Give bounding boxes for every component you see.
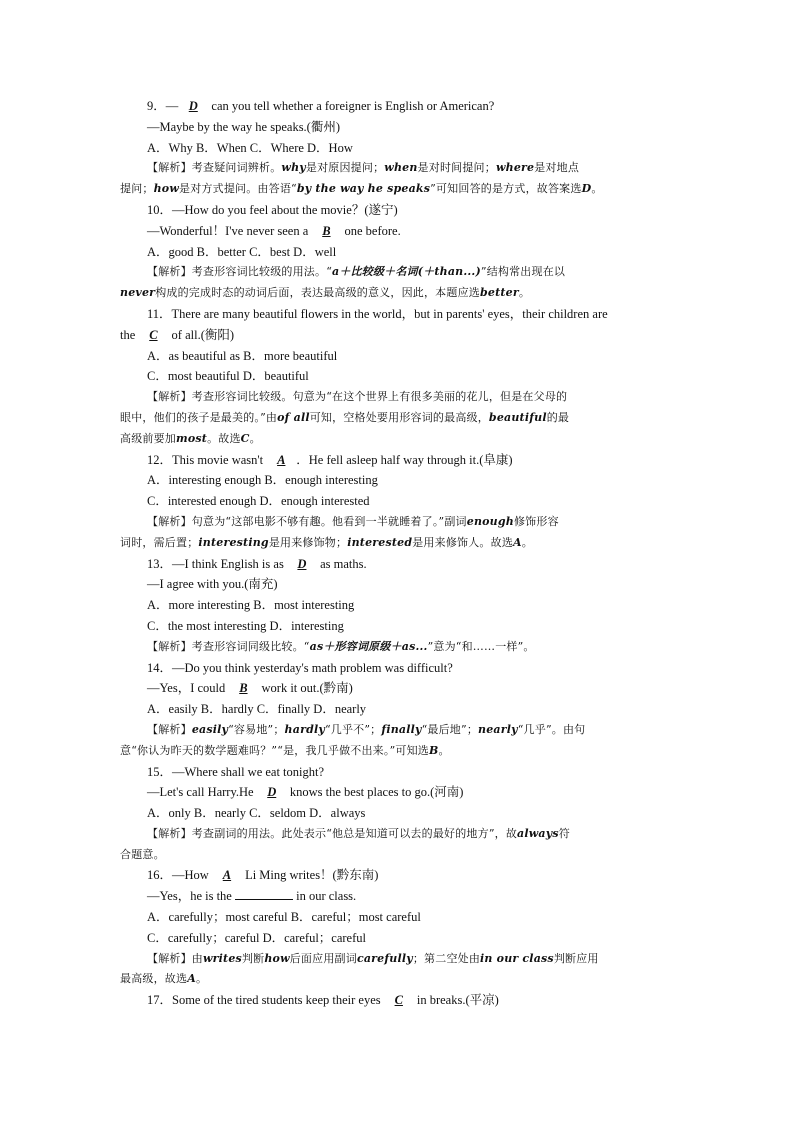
q9-stem: [120, 96, 680, 117]
q16-explanation-line-1: 【解析】由writes判断how后面应用副词carefully；第二空处由in our class判断应用: [147, 951, 599, 965]
q14-explanation-line-2: 意“你认为昨天的数学题难吗？”“是，我几乎做不出来。”可知选B。: [120, 743, 450, 757]
q9-options: A．Why B．When C．Where D．How: [147, 140, 353, 155]
q16-stem: 16．—How A Li Ming writes！(黔东南): [120, 865, 680, 886]
q16-answer: A: [222, 868, 232, 883]
q11-explanation-line-2: 眼中，他们的孩子是最美的。”由of all可知，空格处要用形容词的最高级，beautiful的最: [120, 410, 570, 424]
q10-options: A．good B．better C．best D．well: [147, 244, 337, 259]
q11-options-cd: C．most beautiful D．beautiful: [147, 369, 309, 384]
q13-reply: —I agree with you.(南充): [147, 577, 278, 592]
q17-answer: C: [394, 993, 403, 1008]
q10-stem: 10．—How do you feel about the movie？(遂宁): [147, 202, 398, 217]
q13-options-cd: C．the most interesting D．interesting: [147, 618, 344, 633]
question-list: [120, 96, 680, 1011]
q12-options-cd: C．interested enough D．enough interested: [147, 494, 370, 509]
q9-number: 9．—: [147, 99, 179, 113]
q13-explanation: 【解析】考查形容词同级比较。“as＋形容词原级＋as...”意为“和……一样”。: [147, 639, 535, 653]
q17-stem: 17．Some of the tired students keep their eyes C in breaks.(平凉): [120, 990, 680, 1011]
q13-options-ab: A．more interesting B．most interesting: [147, 598, 355, 613]
q10-explanation-line-2: never构成的完成时态的动词后面，表达最高级的意义，因此，本题应选better。: [120, 286, 531, 300]
q11-options-ab: A．as beautiful as B．more beautiful: [147, 348, 338, 363]
q12-explanation-line-1: 【解析】句意为“这部电影不够有趣。他看到一半就睡着了。”副词enough修饰形容: [147, 514, 559, 528]
q12-answer: A: [277, 452, 286, 467]
q14-answer: B: [239, 681, 248, 696]
q15-reply: —Let's call Harry.He D knows the best places to go.(河南): [120, 782, 680, 803]
q10-reply: —Wonderful！I've never seen a B one before.: [120, 221, 680, 242]
q9-reply: —Maybe by the way he speaks.(衢州): [147, 119, 341, 134]
q10-answer: B: [322, 223, 331, 238]
q12-options-ab: A．interesting enough B．enough interesting: [147, 473, 378, 488]
q16-blank: [235, 887, 293, 900]
q11-stem: 11．There are many beautiful flowers in the world，but in parents' eyes，their children are: [147, 306, 608, 321]
q9-answer: D: [188, 99, 198, 113]
q14-explanation-line-1: 【解析】easily“容易地”；hardly“几乎不”；finally“最后地”；nearly“几乎”。由句: [147, 722, 586, 736]
q11-explanation-line-1: 【解析】考查形容词比较级。句意为“在这个世界上有很多美丽的花儿，但是在父母的: [147, 390, 568, 404]
q14-options: A．easily B．hardly C．finally D．nearly: [147, 702, 367, 717]
q15-answer: D: [267, 785, 277, 800]
q15-stem: 15．—Where shall we eat tonight?: [147, 764, 325, 779]
q11-answer: C: [149, 327, 158, 342]
q14-reply: —Yes，I could B work it out.(黔南): [120, 678, 680, 699]
q16-options-ab: A．carefully；most careful B．careful；most careful: [147, 910, 421, 925]
q11-explanation-line-3: 高级前要加most。故选C。: [120, 431, 261, 445]
q14-stem: 14．—Do you think yesterday's math problem was difficult?: [147, 660, 453, 675]
q16-reply: —Yes，he is the in our class.: [147, 889, 357, 904]
q12-explanation-line-2: 词时，需后置；interesting是用来修饰物；interested是用来修饰人。故选A。: [120, 535, 533, 549]
q15-explanation-line-1: 【解析】考查副词的用法。此处表示“他总是知道可以去的最好的地方”，故always符: [147, 826, 570, 840]
q9-text: can you tell whether a foreigner is English or American?: [208, 99, 495, 113]
q16-options-cd: C．carefully；careful D．careful；careful: [147, 930, 366, 945]
q15-options: A．only B．nearly C．seldom D．always: [147, 806, 366, 821]
q9-explanation-line-2: 提问；how是对方式提问。由答语“by the way he speaks”可知回答的是方式，故答案选D。: [120, 182, 603, 196]
q13-stem: 13．—I think English is as D as maths.: [120, 554, 680, 575]
q16-explanation-line-2: 最高级，故选A。: [120, 972, 208, 986]
q11-stem-cont: the C of all.(衡阳): [120, 325, 680, 346]
q15-explanation-line-2: 合题意。: [120, 847, 165, 861]
q10-explanation-line-1: 【解析】考查形容词比较级的用法。“a＋比较级＋名词(＋than...)”结构常出现在以: [147, 265, 566, 279]
q13-answer: D: [297, 556, 307, 571]
q12-stem: 12．This movie wasn't A ．He fell asleep half way through it.(阜康): [120, 450, 680, 471]
q9-explanation-line-1: 【解析】考查疑问词辨析。why是对原因提问；when是对时间提问；where是对地点: [147, 161, 580, 175]
